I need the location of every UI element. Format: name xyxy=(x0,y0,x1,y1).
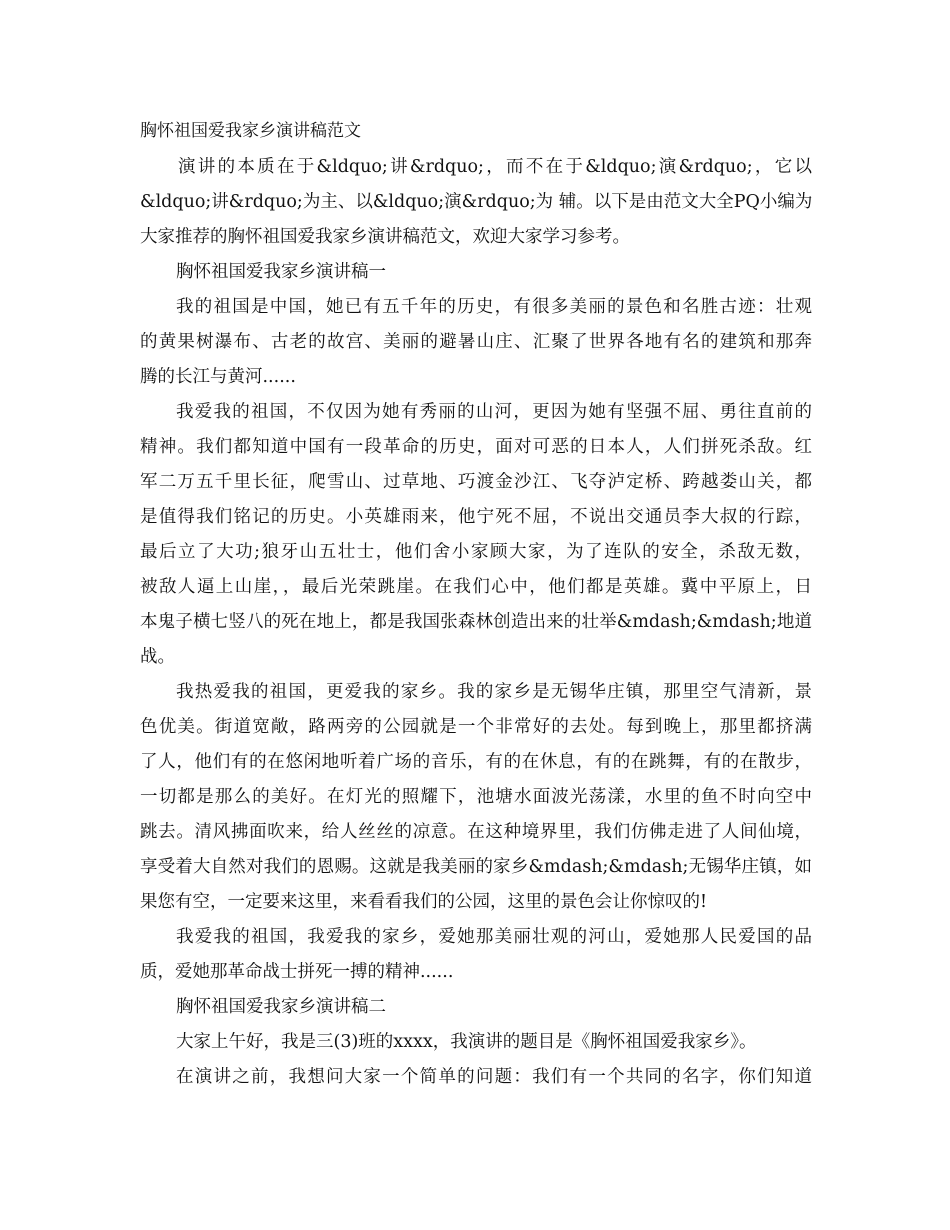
text-line: 质，爱她那革命战士拼死一搏的精神...... xyxy=(140,962,454,982)
text-line: 色优美。街道宽敞，路两旁的公园就是一个非常好的去处。每到晚上，那里都挤满 xyxy=(140,717,812,737)
text-line: 一切都是那么的美好。在灯光的照耀下，池塘水面波光荡漾，水里的鱼不时向空中 xyxy=(140,787,812,807)
text-line: 大家推荐的胸怀祖国爱我家乡演讲稿范文，欢迎大家学习参考。 xyxy=(140,227,630,247)
text-line: 我热爱我的祖国，更爱我的家乡。我的家乡是无锡华庄镇，那里空气清新，景 xyxy=(176,682,812,702)
text-line: 我的祖国是中国，她已有五千年的历史，有很多美丽的景色和名胜古迹：壮观 xyxy=(176,297,812,317)
text-line: 被敌人逼上山崖，，最后光荣跳崖。在我们心中，他们都是英雄。冀中平原上，日 xyxy=(140,577,812,597)
section-heading: 胸怀祖国爱我家乡演讲稿二 xyxy=(176,997,386,1017)
text-line: 腾的长江与黄河...... xyxy=(140,367,296,387)
text-line: 军二万五千里长征，爬雪山、过草地、巧渡金沙江、飞夺泸定桥、跨越娄山关，都 xyxy=(140,472,812,492)
text-line: 最后立了大功;狼牙山五壮士，他们舍小家顾大家，为了连队的安全，杀敌无数， xyxy=(140,542,812,562)
text-line: 我爱我的祖国，不仅因为她有秀丽的山河，更因为她有坚强不屈、勇往直前的 xyxy=(176,402,812,422)
text-line: 我爱我的祖国，我爱我的家乡，爱她那美丽壮观的河山，爱她那人民爱国的品 xyxy=(176,927,812,947)
text-line: 享受着大自然对我们的恩赐。这就是我美丽的家乡&mdash;&mdash;无锡华庄镇，如 xyxy=(140,857,812,877)
section-heading: 胸怀祖国爱我家乡演讲稿一 xyxy=(176,262,386,282)
text-line: 跳去。清风拂面吹来，给人丝丝的凉意。在这种境界里，我们仿佛走进了人间仙境， xyxy=(140,822,812,842)
text-line: 大家上午好，我是三(3)班的xxxx，我演讲的题目是《胸怀祖国爱我家乡》。 xyxy=(176,1032,757,1052)
text-line: 的黄果树瀑布、古老的故宫、美丽的避暑山庄、汇聚了世界各地有名的建筑和那奔 xyxy=(140,332,812,352)
text-line: &ldquo;讲&rdquo;为主、以&ldquo;演&rdquo;为 辅。以下是由范文大全PQ小编为 xyxy=(140,192,812,212)
document-title: 胸怀祖国爱我家乡演讲稿范文 xyxy=(140,121,361,141)
text-line: 战。 xyxy=(140,647,175,667)
text-line: 是值得我们铭记的历史。小英雄雨来，他宁死不屈，不说出交通员李大叔的行踪， xyxy=(140,507,812,527)
text-line: 精神。我们都知道中国有一段革命的历史，面对可恶的日本人，人们拼死杀敌。红 xyxy=(140,437,812,457)
text-line: 了人，他们有的在悠闲地听着广场的音乐，有的在休息，有的在跳舞，有的在散步， xyxy=(140,752,812,772)
text-line: 本鬼子横七竖八的死在地上，都是我国张森林创造出来的壮举&mdash;&mdash;地道 xyxy=(140,612,812,632)
text-line: 果您有空，一定要来这里，来看看我们的公园，这里的景色会让你惊叹的! xyxy=(140,892,708,912)
text-line: 演讲的本质在于&ldquo;讲&rdquo;，而不在于&ldquo;演&rdquo;，它以 xyxy=(178,157,812,177)
text-line: 在演讲之前，我想问大家一个简单的问题：我们有一个共同的名字，你们知道 xyxy=(176,1067,812,1087)
